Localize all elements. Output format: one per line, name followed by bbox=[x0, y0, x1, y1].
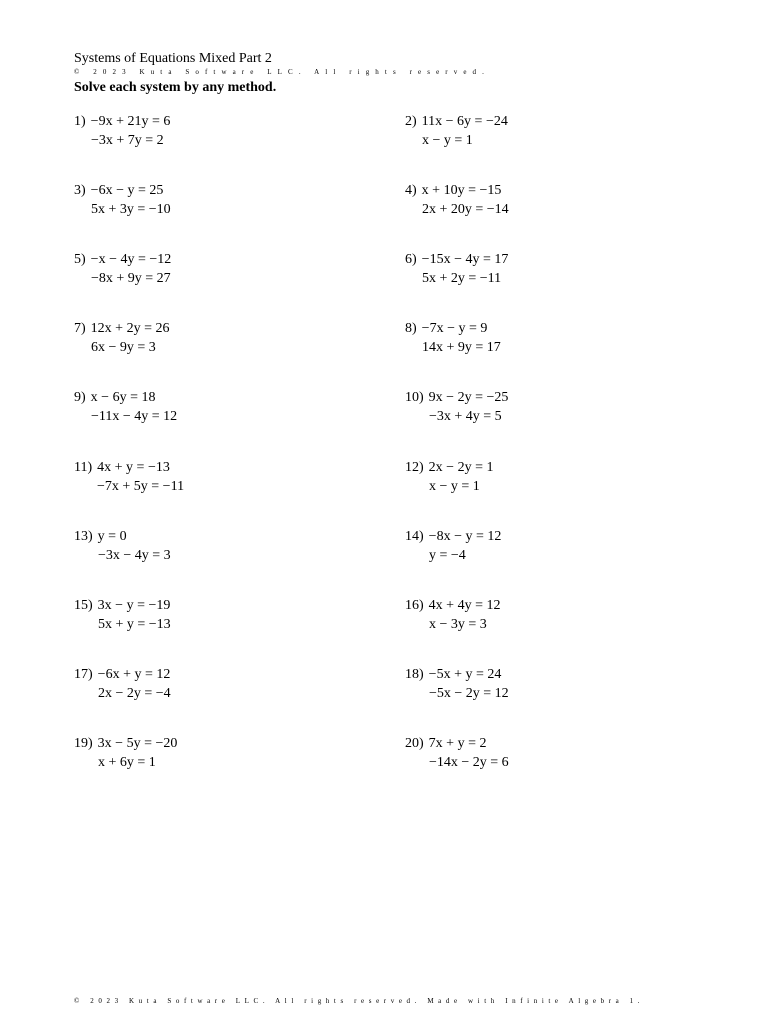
equation-1: 9x − 2y = −25 bbox=[428, 390, 509, 406]
equation-2: −3x + 4y = 5 bbox=[429, 409, 502, 425]
equation-1: −7x − y = 9 bbox=[421, 321, 488, 337]
problem-number: 19) bbox=[74, 735, 93, 751]
problem-19 bbox=[74, 734, 177, 772]
equation-1: 7x + y = 2 bbox=[428, 735, 487, 751]
problem-12 bbox=[405, 458, 493, 496]
footer-copyright: © 2023 Kuta Software LLC. All rights reserved. Made with Infinite Algebra 1. bbox=[74, 997, 645, 1005]
problem-2 bbox=[405, 112, 508, 150]
problem-1 bbox=[74, 112, 170, 150]
problem-8 bbox=[405, 319, 501, 357]
equation-1: 4x + y = −13 bbox=[97, 459, 170, 475]
equation-2: −14x − 2y = 6 bbox=[429, 754, 509, 770]
problem-16 bbox=[405, 596, 500, 634]
equation-1: x + 10y = −15 bbox=[421, 183, 502, 199]
problem-number: 16) bbox=[405, 597, 424, 613]
equation-1: 3x − 5y = −20 bbox=[97, 735, 178, 751]
equation-2: x − y = 1 bbox=[422, 133, 473, 148]
problem-number: 3) bbox=[74, 183, 86, 199]
equation-2: −11x − 4y = 12 bbox=[91, 409, 178, 425]
equation-2: −8x + 9y = 27 bbox=[91, 271, 171, 287]
problem-10 bbox=[405, 388, 508, 426]
problem-number: 9) bbox=[74, 390, 86, 406]
copyright-notice: © 2023 Kuta Software LLC. All rights reserved. bbox=[74, 68, 490, 76]
problem-5 bbox=[74, 250, 171, 288]
problem-7 bbox=[74, 319, 169, 357]
equation-2: x + 6y = 1 bbox=[98, 754, 156, 770]
problem-number: 2) bbox=[405, 114, 417, 129]
equation-1: −15x − 4y = 17 bbox=[421, 252, 509, 268]
equation-1: −6x + y = 12 bbox=[97, 666, 171, 682]
problem-13 bbox=[74, 527, 171, 565]
equation-1: 4x + 4y = 12 bbox=[428, 597, 501, 613]
equation-1: −x − 4y = −12 bbox=[90, 252, 172, 268]
problem-number: 12) bbox=[405, 459, 424, 475]
equation-2: 5x + 3y = −10 bbox=[91, 202, 171, 218]
problem-number: 10) bbox=[405, 390, 424, 406]
problem-number: 6) bbox=[405, 252, 417, 268]
problem-number: 8) bbox=[405, 321, 417, 337]
problem-number: 20) bbox=[405, 735, 424, 751]
equation-2: 2x − 2y = −4 bbox=[98, 685, 171, 701]
problem-14 bbox=[405, 527, 501, 565]
problem-18 bbox=[405, 665, 509, 703]
equation-1: −6x − y = 25 bbox=[90, 183, 164, 199]
problem-4 bbox=[405, 181, 509, 219]
equation-2: −3x + 7y = 2 bbox=[91, 133, 164, 148]
equation-2: −7x + 5y = −11 bbox=[97, 478, 185, 494]
equation-1: x − 6y = 18 bbox=[90, 390, 156, 406]
equation-1: −9x + 21y = 6 bbox=[90, 114, 171, 129]
problem-number: 14) bbox=[405, 528, 424, 544]
problem-number: 1) bbox=[74, 114, 86, 129]
equation-2: −5x − 2y = 12 bbox=[429, 685, 509, 701]
equation-2: 6x − 9y = 3 bbox=[91, 340, 156, 356]
equation-1: 12x + 2y = 26 bbox=[90, 321, 170, 337]
equation-2: 5x + 2y = −11 bbox=[422, 271, 502, 287]
problem-3 bbox=[74, 181, 171, 219]
problem-number: 18) bbox=[405, 666, 424, 682]
equation-2: x − 3y = 3 bbox=[429, 616, 487, 632]
problem-11 bbox=[74, 458, 184, 496]
problem-number: 7) bbox=[74, 321, 86, 337]
instructions: Solve each system by any method. bbox=[74, 80, 277, 95]
equation-1: y = 0 bbox=[97, 528, 127, 544]
problem-number: 4) bbox=[405, 183, 417, 199]
problem-9 bbox=[74, 388, 177, 426]
equation-1: 2x − 2y = 1 bbox=[428, 459, 494, 475]
problem-17 bbox=[74, 665, 171, 703]
problem-15 bbox=[74, 596, 171, 634]
equation-1: 11x − 6y = −24 bbox=[421, 114, 508, 129]
problem-6 bbox=[405, 250, 508, 288]
problem-number: 15) bbox=[74, 597, 93, 613]
problem-number: 5) bbox=[74, 252, 86, 268]
equation-2: −3x − 4y = 3 bbox=[98, 547, 171, 563]
problem-20 bbox=[405, 734, 509, 772]
problem-number: 17) bbox=[74, 666, 93, 682]
equation-2: 2x + 20y = −14 bbox=[422, 202, 509, 218]
equation-2: 14x + 9y = 17 bbox=[422, 340, 501, 356]
equation-2: y = −4 bbox=[429, 547, 466, 563]
problem-number: 13) bbox=[74, 528, 93, 544]
equation-1: −5x + y = 24 bbox=[428, 666, 502, 682]
equation-1: −8x − y = 12 bbox=[428, 528, 502, 544]
equation-1: 3x − y = −19 bbox=[97, 597, 171, 613]
problem-number: 11) bbox=[74, 459, 93, 475]
equation-2: x − y = 1 bbox=[429, 478, 480, 494]
worksheet-title: Systems of Equations Mixed Part 2 bbox=[74, 51, 272, 66]
equation-2: 5x + y = −13 bbox=[98, 616, 171, 632]
